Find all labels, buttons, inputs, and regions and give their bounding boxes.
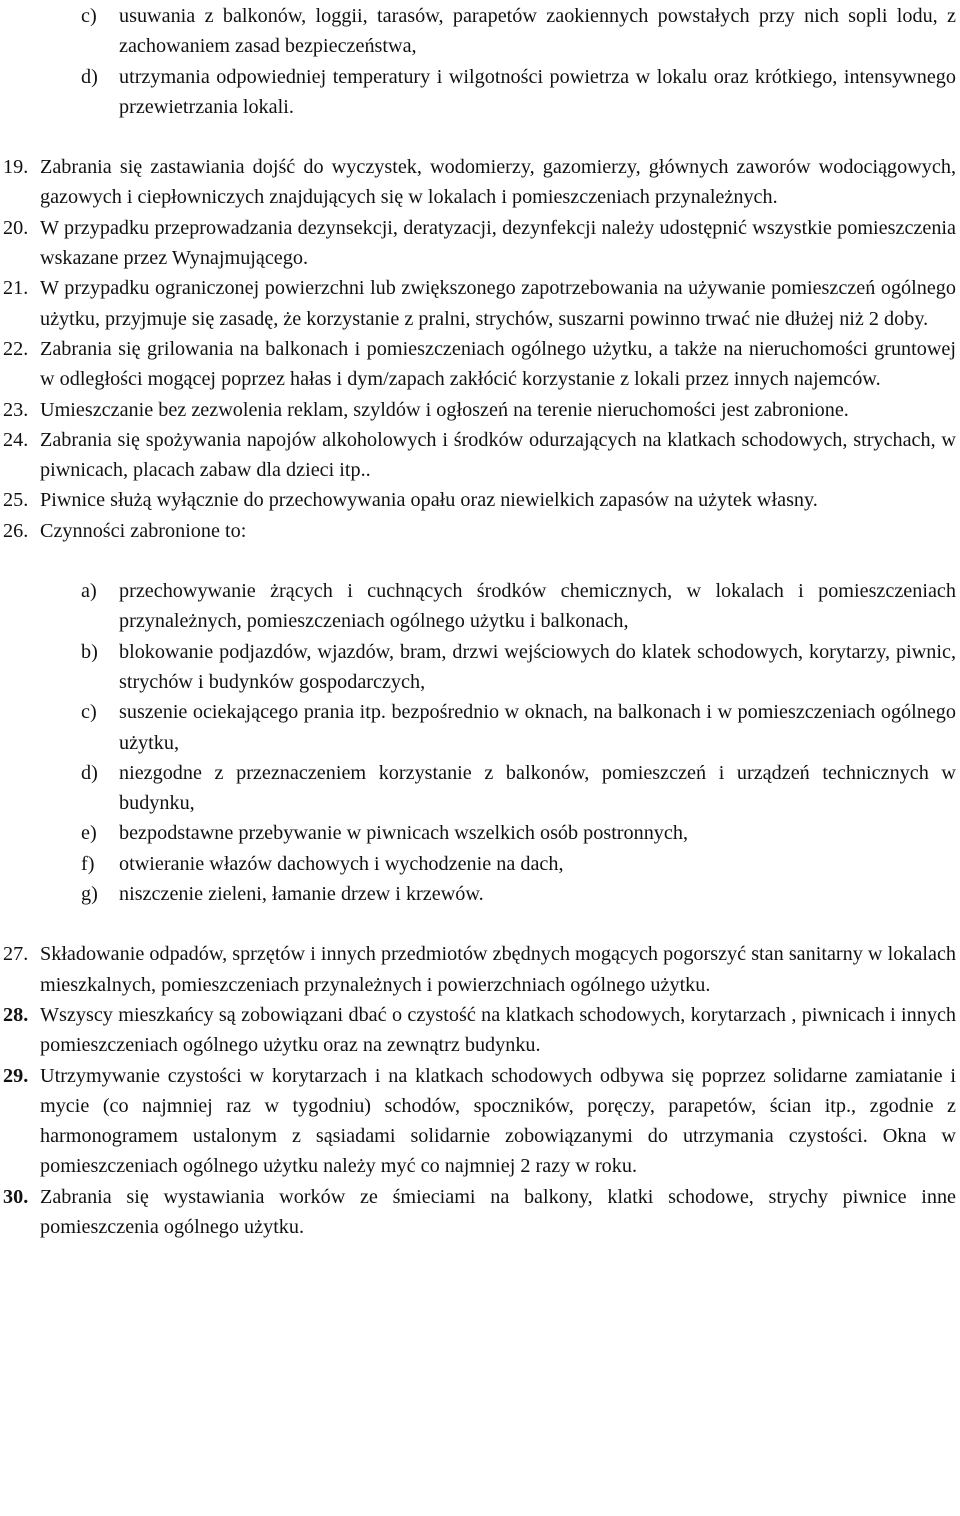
rule-number: 27. (3, 943, 29, 966)
item-label: a) (81, 580, 97, 603)
rule-text: W przypadku ograniczonej powierzchni lub zwiększonego zapotrzebowania na używanie pomieszczeń ogólnego użytku, przyjmuje się zasadę, że korzystanie z pralni, strychów, suszarni powinno trwać nie dłużej niż 2 doby. (40, 277, 956, 330)
list-item (3, 62, 956, 123)
item-label: d) (81, 761, 98, 784)
list-item (3, 849, 956, 879)
rule-number: 24. (3, 428, 29, 451)
item-text: przechowywanie żrących i cuchnących środków chemicznych, w lokalach i pomieszczeniach przynależnych, pomieszczeniach ogólnego użytku i balkonach, (119, 580, 956, 633)
rule-number: 25. (3, 489, 29, 512)
rule-item (3, 1182, 956, 1243)
list-item (3, 576, 956, 637)
item-label: c) (81, 5, 97, 27)
rule-number: 23. (3, 398, 29, 421)
list-item (3, 697, 956, 758)
rule-item (3, 1000, 956, 1061)
list-item (3, 1, 956, 62)
rule-number: 19. (3, 156, 29, 179)
rule-text: Czynności zabronione to: (40, 519, 247, 542)
rule-number: 28. (3, 1003, 29, 1026)
rule-text: Utrzymywanie czystości w korytarzach i na klatkach schodowych odbywa się poprzez solidarne zamiatanie i mycie (co najmniej raz w tygodniu) schodów, spoczników, poręczy, parapetów, ścian itp., zgodnie z harmonogramem ustalonym z sąsiadami solidarnie zobowiązanymi do utrzymania czystości. Okna w pomieszczeniach ogólnego użytku należy myć co najmniej 2 razy w roku. (40, 1064, 956, 1178)
rule-number: 20. (3, 216, 29, 239)
rule-item (3, 213, 956, 274)
rule-text: Zabrania się grilowania na balkonach i pomieszczeniach ogólnego użytku, a także na nieruchomości gruntowej w odległości mogącej poprzez hałas i dym/zapach zakłócić korzystanie z lokali przez innych najemców. (40, 337, 956, 391)
spacer (3, 122, 956, 152)
item-label: e) (81, 822, 97, 845)
item-label: g) (81, 883, 98, 906)
rule-text: Zabrania się zastawiania dojść do wyczystek, wodomierzy, gazomierzy, głównych zaworów wodociągowych, gazowych i ciepłowniczych znajdujących się w lokalach i pomieszczeniach przynależnych. (40, 156, 956, 209)
item-text: niezgodne z przeznaczeniem korzystanie z balkonów, pomieszczeń i urządzeń technicznych w budynku, (119, 761, 956, 815)
rule-item (3, 152, 956, 213)
rule-item (3, 334, 956, 395)
rule-number: 26. (3, 519, 29, 542)
rule-item (3, 516, 956, 546)
rule-text: Zabrania się spożywania napojów alkoholowych i środków odurzających na klatkach schodowych, strychach, w piwnicach, placach zabaw dla dzieci itp.. (40, 428, 956, 482)
list-item (3, 818, 956, 848)
item-text: bezpodstawne przebywanie w piwnicach wszelkich osób postronnych, (119, 822, 689, 845)
rule-item (3, 395, 956, 425)
rule-text: Umieszczanie bez zezwolenia reklam, szyldów i ogłoszeń na terenie nieruchomości jest zabronione. (40, 398, 849, 421)
rule-text: Wszyscy mieszkańcy są zobowiązani dbać o czystość na klatkach schodowych, korytarzach , piwnicach i innych pomieszczeniach ogólnego użytku oraz na zewnątrz budynku. (40, 1003, 956, 1057)
item-text: niszczenie zieleni, łamanie drzew i krzewów. (119, 883, 484, 906)
list-item (3, 637, 956, 698)
rules-section-a (3, 152, 956, 546)
item-text: blokowanie podjazdów, wjazdów, bram, drzwi wejściowych do klatek schodowych, korytarzy, piwnic, strychów i budynków gospodarczych, (119, 640, 956, 693)
spacer (3, 909, 956, 939)
rule-text: Piwnice służą wyłącznie do przechowywania opału oraz niewielkich zapasów na użytek własny. (40, 489, 818, 512)
spacer (3, 546, 956, 576)
item-text: usuwania z balkonów, loggii, tarasów, parapetów zaokiennych powstałych przy nich sopli lodu, z zachowaniem zasad bezpieczeństwa, (119, 5, 956, 58)
rule-item (3, 485, 956, 515)
list-item (3, 879, 956, 909)
rules-section-b (3, 939, 956, 1242)
rule-number: 21. (3, 277, 29, 300)
item-label: b) (81, 640, 98, 663)
rule-item (3, 1061, 956, 1182)
item-text: otwieranie włazów dachowych i wychodzenie na dach, (119, 852, 564, 875)
rule-item (3, 425, 956, 486)
item-text: utrzymania odpowiedniej temperatury i wilgotności powietrza w lokalu oraz krótkiego, intensywnego przewietrzania lokali. (119, 65, 956, 118)
item-label: d) (81, 65, 98, 88)
rule-item (3, 939, 956, 1000)
rule-text: W przypadku przeprowadzania dezynsekcji, deratyzacji, dezynfekcji należy udostępnić wszystkie pomieszczenia wskazane przez Wynajmującego. (40, 216, 956, 270)
top-list (3, 1, 956, 122)
forbidden-list (3, 576, 956, 909)
rule-item (3, 273, 956, 334)
item-text: suszenie ociekającego prania itp. bezpośrednio w oknach, na balkonach i w pomieszczeniach ogólnego użytku, (119, 701, 956, 754)
rule-number: 30. (3, 1185, 29, 1208)
rule-text: Zabrania się wystawiania worków ze śmieciami na balkony, klatki schodowe, strychy piwnice inne pomieszczenia ogólnego użytku. (40, 1185, 956, 1238)
rule-number: 29. (3, 1064, 29, 1087)
item-label: c) (81, 701, 97, 724)
item-label: f) (81, 852, 95, 875)
rule-text: Składowanie odpadów, sprzętów i innych przedmiotów zbędnych mogących pogorszyć stan sanitarny w lokalach mieszkalnych, pomieszczeniach przynależnych i powierzchniach ogólnego użytku. (40, 943, 956, 996)
list-item (3, 758, 956, 819)
rule-number: 22. (3, 337, 29, 360)
